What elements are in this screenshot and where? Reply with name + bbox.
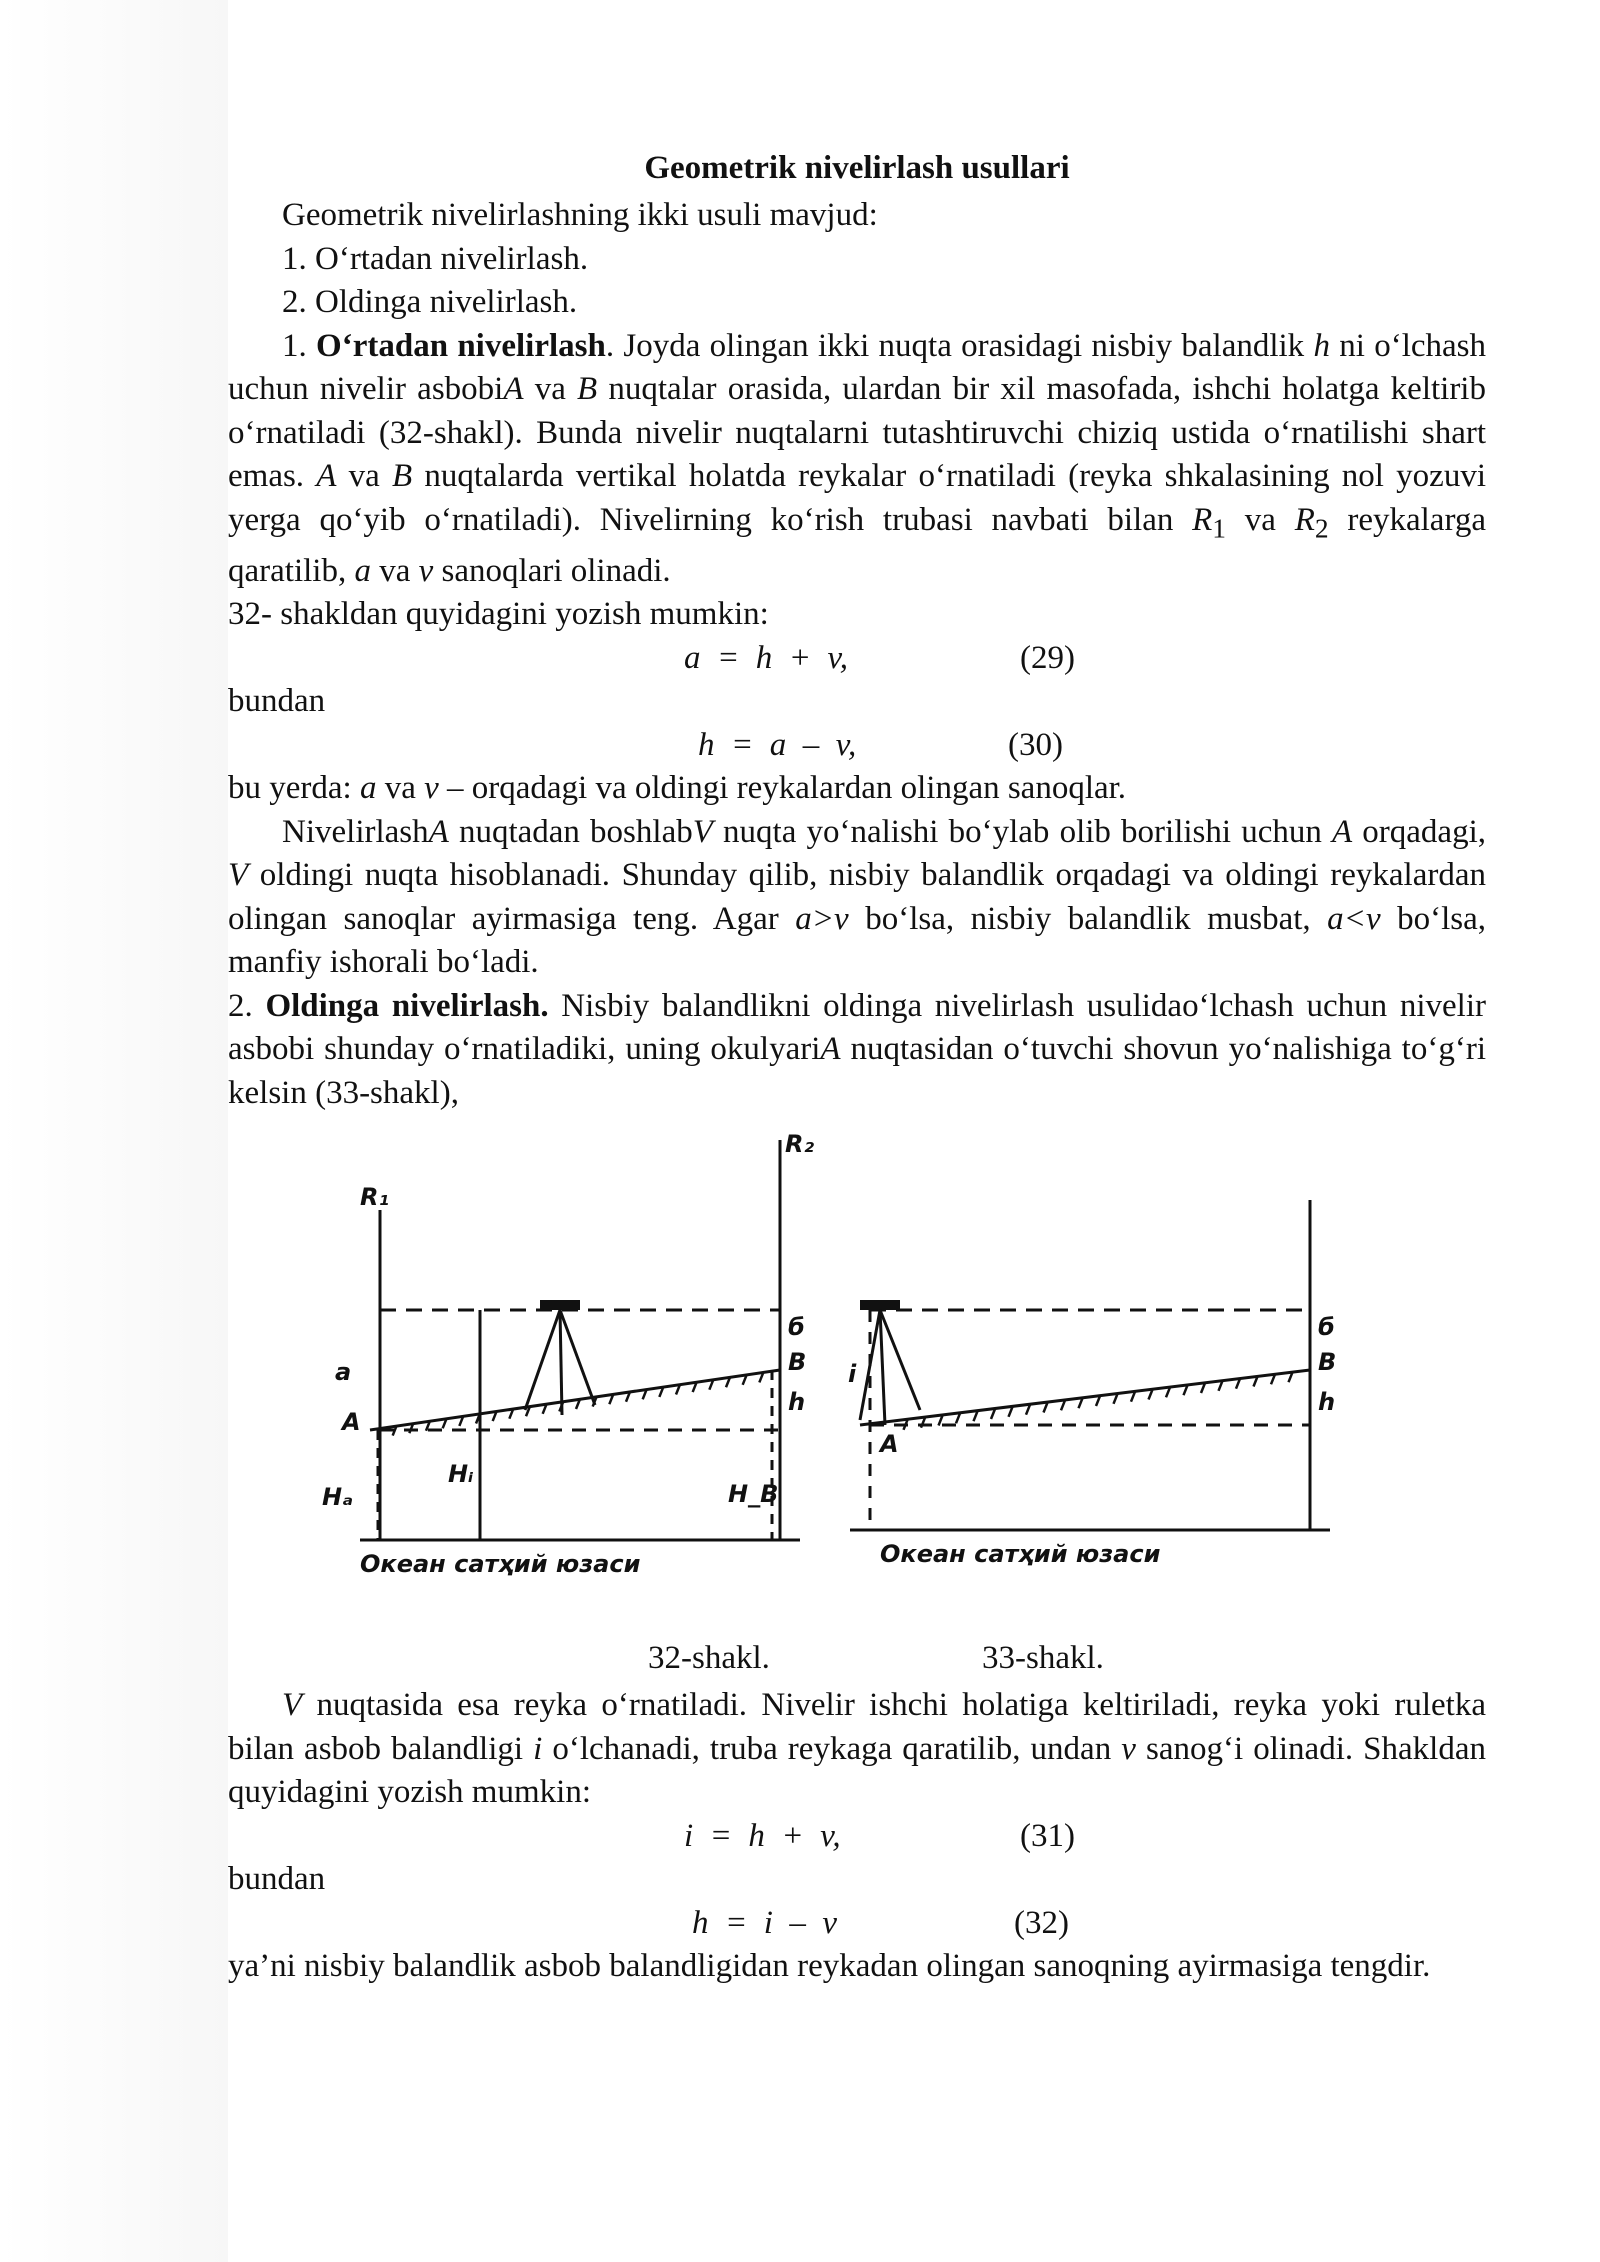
fig32-label-h: h [788, 1388, 806, 1416]
terrain-hatch [991, 1409, 995, 1419]
terrain-hatch [1009, 1407, 1013, 1417]
paragraph-3: V nuqtasida esa reyka o‘rnatiladi. Nivelir ishchi holatiga keltiriladi, reyka yoki ruletka bilan asbob balandligi i o‘lchanadi, truba reykaga qaratilib, undan v sanog‘i olinadi. Shakldan quyidagini yozish mumkin: [228, 1687, 1486, 1810]
fig33-label-b6: б [1318, 1313, 1335, 1341]
body-text-top [228, 194, 1486, 1115]
list-item: 2. Oldinga nivelirlash. [282, 284, 578, 320]
fig33-label-A: A [880, 1430, 899, 1458]
section1-paragraph: 1. O‘rtadan nivelirlash. Joyda olingan ikki nuqta orasidagi nisbiy balandlik h ni o‘lchash uchun nivelir asbobiA va B nuqtalar orasida, ulardan bir xil masofada, ishchi holatga keltirib o‘rnatiladi (32-shakl). Bunda nivelir nuqtalarni tutashtiruvchi chiziq ustida o‘rnatilishi shart emas. A va B nuqtalarda vertikal holatda reykalar o‘rnatiladi (reyka shkalasining nol yozuvi yerga qo‘yib o‘rnatiladi). Nivelirning ko‘rish trubasi navbati bilan $R_1$ va $R_2$ reykalarga qaratilib, a va v sanoqlari olinadi. [228, 327, 1487, 589]
fig32-terrain [370, 1370, 780, 1430]
page-margin-shade [0, 0, 228, 2262]
section1-heading: O‘rtadan nivelirlash [316, 327, 606, 364]
terrain-hatch [939, 1416, 943, 1426]
list-item: 1. O‘rtadan nivelirlash. [282, 240, 589, 277]
fig33-label-i: i [848, 1360, 857, 1388]
figure-captions [228, 1640, 1486, 1684]
caption-33: 33-shakl. [982, 1640, 1104, 1676]
equation-30: h = a – v, (30) [698, 726, 1063, 763]
fig32-tripod-leg [560, 1310, 562, 1415]
fig32-ocean-label: Океан сатҳий юзаси [360, 1550, 641, 1578]
equation-29: a = h + v, (29) [684, 639, 1075, 676]
line-32: 32- shakldan quyidagini yozish mumkin: [228, 596, 769, 633]
buyerda-line: bu yerda: a va v – orqadagi va oldingi reykalardan olingan sanoqlar. [228, 770, 1127, 807]
fig32-label-hb: H_B [728, 1480, 779, 1508]
bundan-text: bundan [228, 1861, 326, 1897]
section2-paragraph: 2. Oldinga nivelirlash. Nisbiy balandlikni oldinga nivelirlash usulidao‘lchash uchun nivelir asbobi shunday o‘rnatiladiki, uning okulyariA nuqtasidan o‘tuvchi shovun yo‘nalishiga to‘g‘ri kelsin (33-shakl), [228, 987, 1487, 1111]
fig33-label-B: B [1318, 1348, 1337, 1376]
terrain-hatch [974, 1411, 978, 1421]
fig33-tripod-leg [880, 1310, 885, 1425]
equation-32: h = i – v (32) [692, 1904, 1069, 1941]
fig32-label-a: a [335, 1358, 352, 1386]
fig32-label-r1: R₁ [360, 1183, 389, 1211]
equation-31: i = h + v, (31) [684, 1817, 1075, 1854]
fig32-label-A: A [342, 1408, 361, 1436]
fig32-label-r2: R₂ [785, 1130, 814, 1158]
fig33-label-h: h [1318, 1388, 1336, 1416]
fig32-tripod-leg [560, 1310, 595, 1405]
section2-heading: Oldinga nivelirlash. [265, 987, 549, 1024]
fig32-label-ha: Hₐ [322, 1483, 354, 1511]
caption-32: 32-shakl. [648, 1640, 770, 1676]
intro-line: Geometrik nivelirlashning ikki usuli mavjud: [282, 197, 878, 233]
fig32-label-B: B [788, 1348, 807, 1376]
terrain-hatch [1026, 1405, 1030, 1415]
body-text-bottom [228, 1684, 1486, 1989]
fig32-label-b6: б [788, 1313, 805, 1341]
paragraph-2: NivelirlashA nuqtadan boshlabV nuqta yo‘nalishi bo‘ylab olib borilishi uchun A orqadagi, V oldingi nuqta hisoblanadi. Shunday qilib, nisbiy balandlik orqadagi va oldingi reykalardan olingan sanoqlar ayirmasiga teng. Agar a>v bo‘lsa, nisbiy balandlik musbat, a<v bo‘lsa, manfiy ishorali bo‘ladi. [228, 813, 1487, 981]
fig33-tripod-leg [880, 1310, 920, 1410]
fig33-terrain [860, 1370, 1310, 1425]
terrain-hatch [956, 1413, 960, 1423]
page-title: Geometrik nivelirlash usullari [644, 150, 1070, 186]
leveling-figures [300, 1130, 1400, 1630]
fig32-label-hi: Hᵢ [448, 1460, 474, 1488]
fig32-tripod-leg [525, 1310, 560, 1410]
fig33-ocean-label: Океан сатҳий юзаси [880, 1540, 1161, 1568]
bundan-text: bundan [228, 683, 326, 720]
final-paragraph: ya’ni nisbiy balandlik asbob balandligidan reykadan olingan sanoqning ayirmasiga tengdir. [228, 1948, 1431, 1984]
